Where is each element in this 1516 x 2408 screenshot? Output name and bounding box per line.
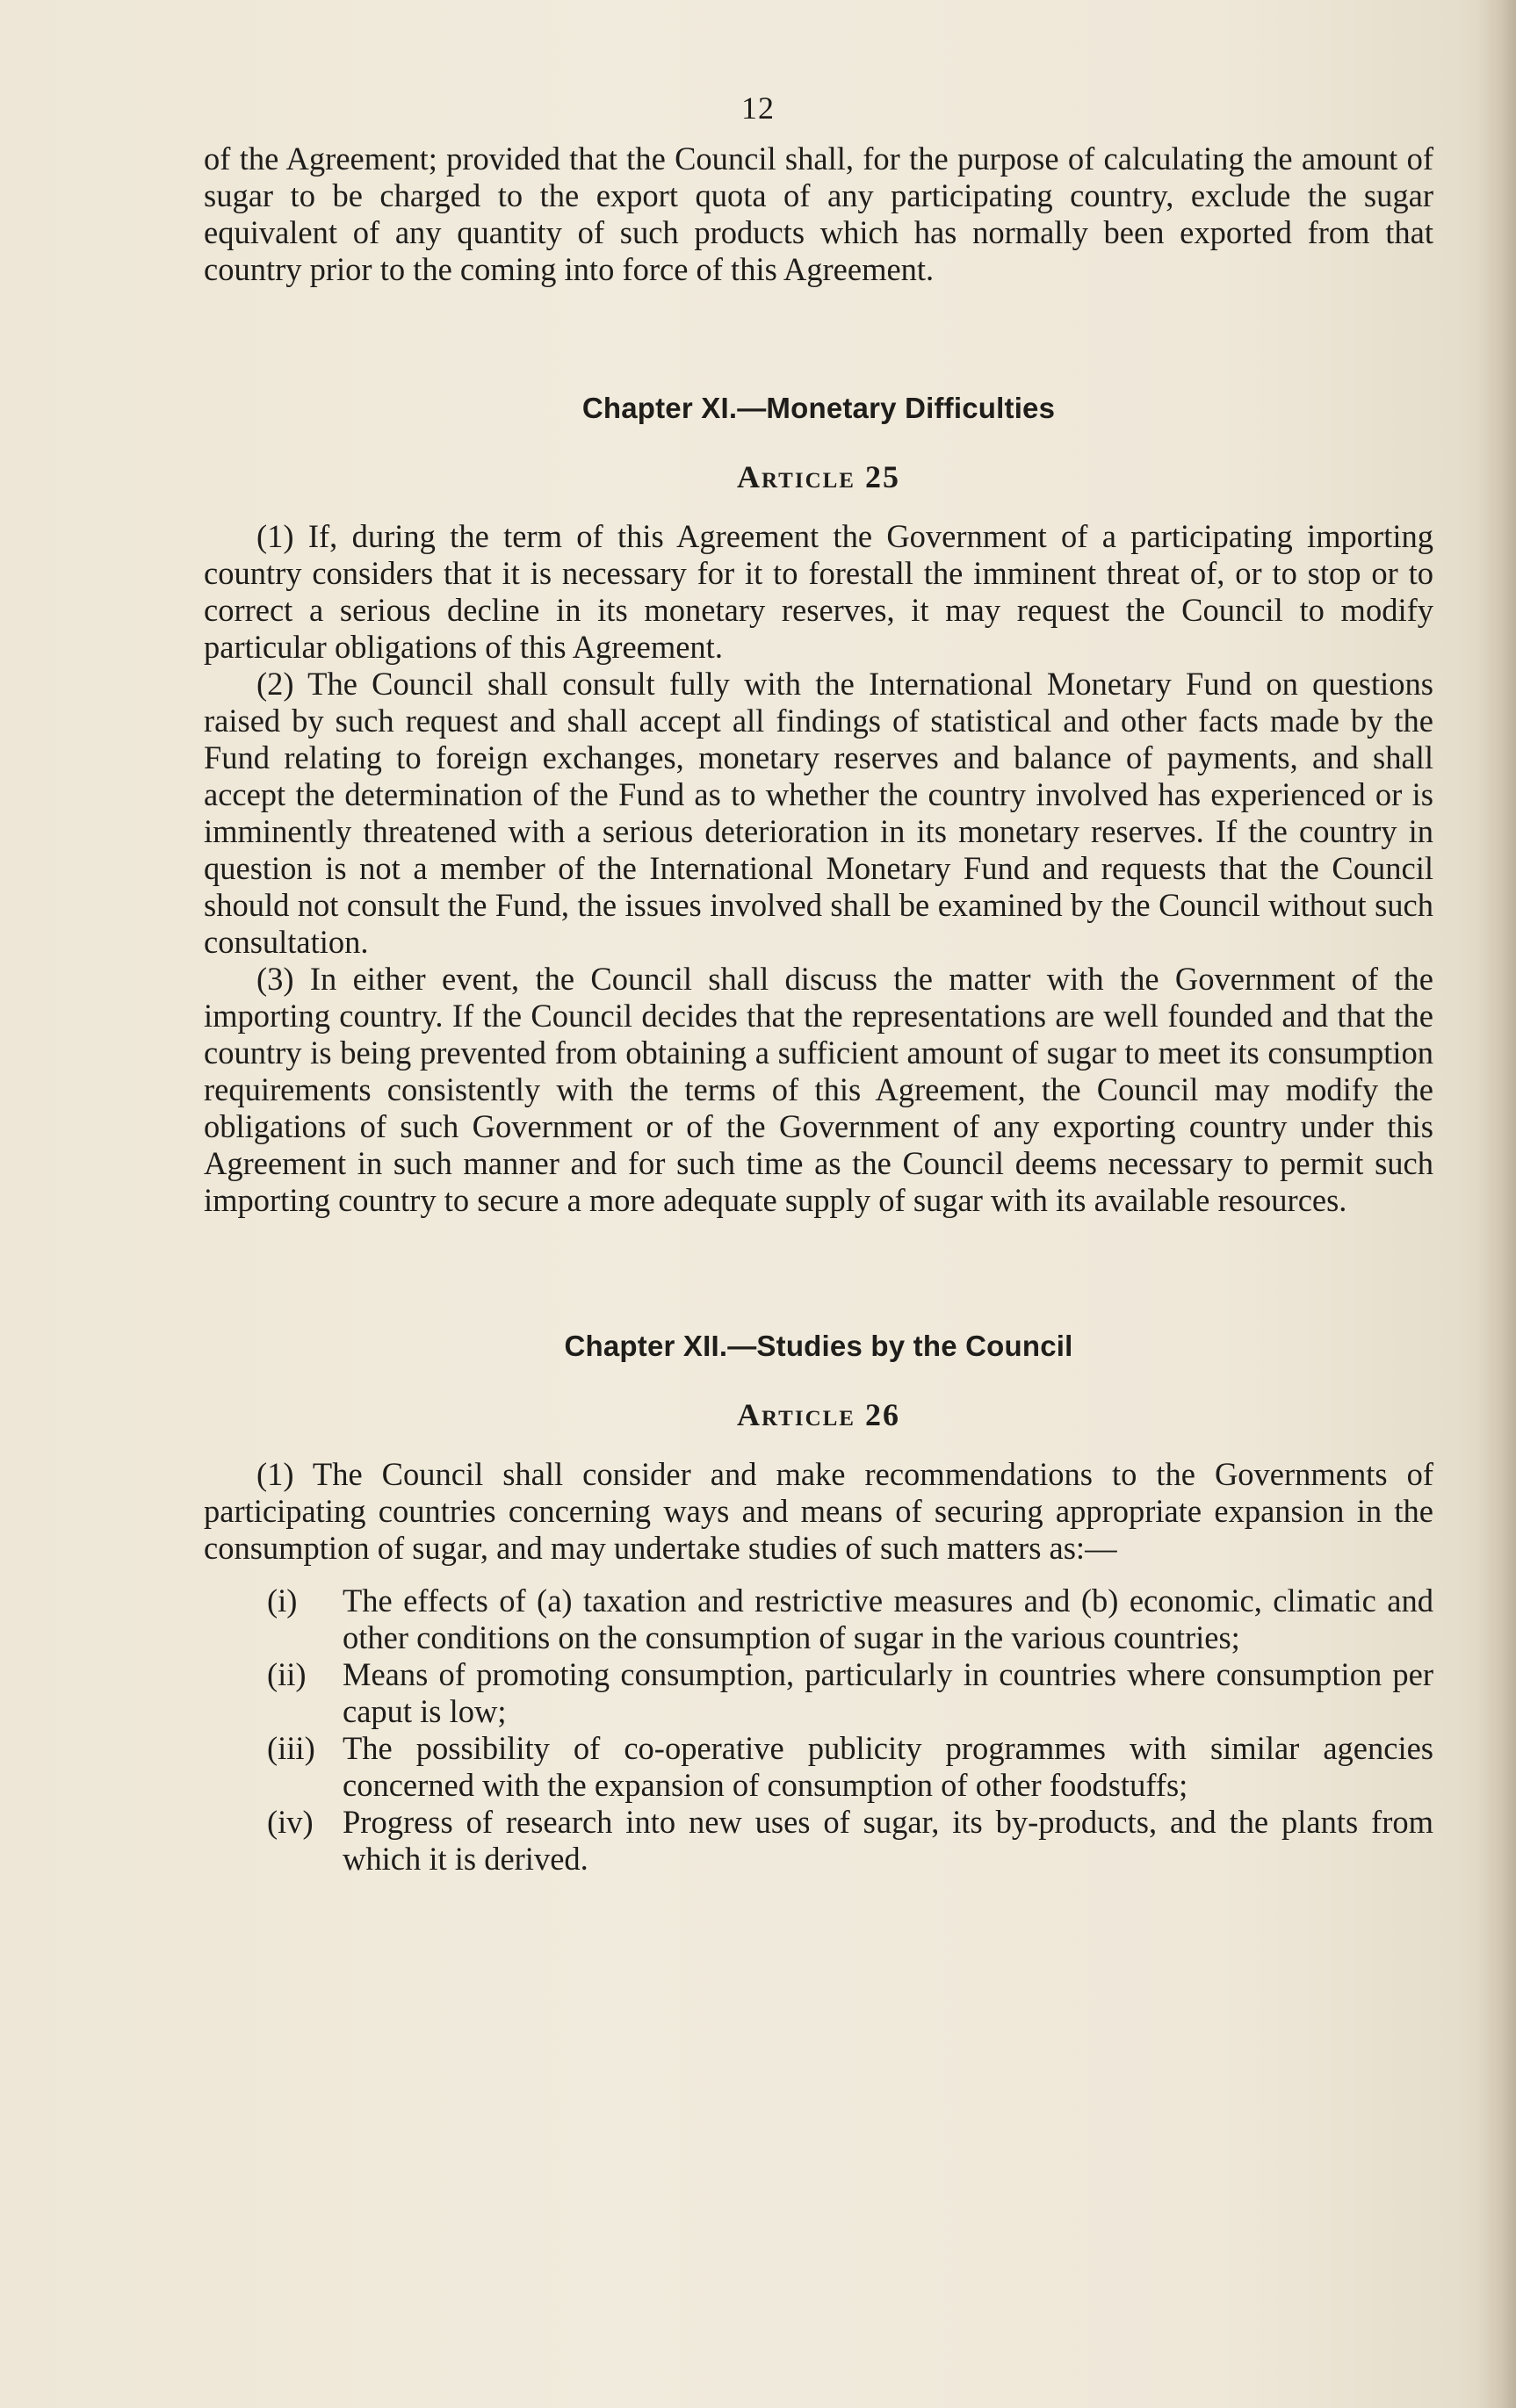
list-item-number: (iii) xyxy=(267,1730,315,1766)
list-item-number: (i) xyxy=(267,1583,298,1619)
article-26-intro: (1) The Council shall consider and make recommendations to the Governments of participating countries concerning ways and means of securing appropriate expansion in the consumption of sugar, and may undertake studies of such matters as:— xyxy=(204,1456,1433,1566)
list-item-number: (ii) xyxy=(267,1656,307,1692)
article-25-paragraph-1: (1) If, during the term of this Agreement the Government of a participating importing country considers that it is necessary for it to forestall the imminent threat of, or to stop or to correct a serious decline in its monetary reserves, it may request the Council to modify particular obligations of this Agreement. xyxy=(204,518,1433,665)
list-item-text: Progress of research into new uses of sugar, its by-products, and the plants from which it is derived. xyxy=(343,1804,1433,1877)
list-item xyxy=(204,1656,1433,1730)
list-item xyxy=(204,1583,1433,1656)
list-item-number: (iv) xyxy=(267,1804,314,1840)
chapter-xi-title: Chapter XI.—Monetary Difficulties xyxy=(581,392,1056,424)
article-25-title: Article 25 xyxy=(737,459,900,494)
list-item xyxy=(204,1804,1433,1878)
study-topics-list xyxy=(204,1583,1433,1878)
chapter-xii-title: Chapter XII.—Studies by the Council xyxy=(564,1330,1073,1362)
page-number: 12 xyxy=(741,90,775,126)
list-item xyxy=(204,1730,1433,1804)
continuation-paragraph: of the Agreement; provided that the Council shall, for the purpose of calculating the amount of sugar to be charged to the export quota of any participating country, exclude the sugar equivalent of any quantity of such products which has normally been exported from that country prior to the coming into force of this Agreement. xyxy=(204,141,1433,287)
page-gutter-shadow xyxy=(1477,0,1516,2408)
article-26-title: Article 26 xyxy=(737,1397,900,1432)
list-item-text: The effects of (a) taxation and restrictive measures and (b) economic, climatic and other conditions on the consumption of sugar in the various countries; xyxy=(343,1583,1433,1655)
article-25-paragraph-2: (2) The Council shall consult fully with the International Monetary Fund on questions raised by such request and shall accept all findings of statistical and other facts made by the Fund relating to foreign exchanges, monetary reserves and balance of payments, and shall accept the determination of the Fund as to whether the country involved has experienced or is imminently threatened with a serious deterioration in its monetary reserves. If the country in question is not a member of the International Monetary Fund and requests that the Council should not consult the Fund, the issues involved shall be examined by the Council without such consultation. xyxy=(204,666,1433,960)
list-item-text: Means of promoting consumption, particularly in countries where consumption per caput is low; xyxy=(343,1656,1433,1729)
article-25-paragraph-3: (3) In either event, the Council shall discuss the matter with the Government of the importing country. If the Council decides that the representations are well founded and that the country is being prevented from obtaining a sufficient amount of sugar to meet its consumption requirements consistently with the terms of this Agreement, the Council may modify the obligations of such Government or of the Government of any exporting country under this Agreement in such manner and for such time as the Council deems necessary to permit such importing country to secure a more adequate supply of sugar with its available resources. xyxy=(204,961,1433,1218)
list-item-text: The possibility of co-operative publicity programmes with similar agencies concerned with the expansion of consumption of other foodstuffs; xyxy=(343,1730,1433,1803)
page-content xyxy=(204,141,1433,1878)
